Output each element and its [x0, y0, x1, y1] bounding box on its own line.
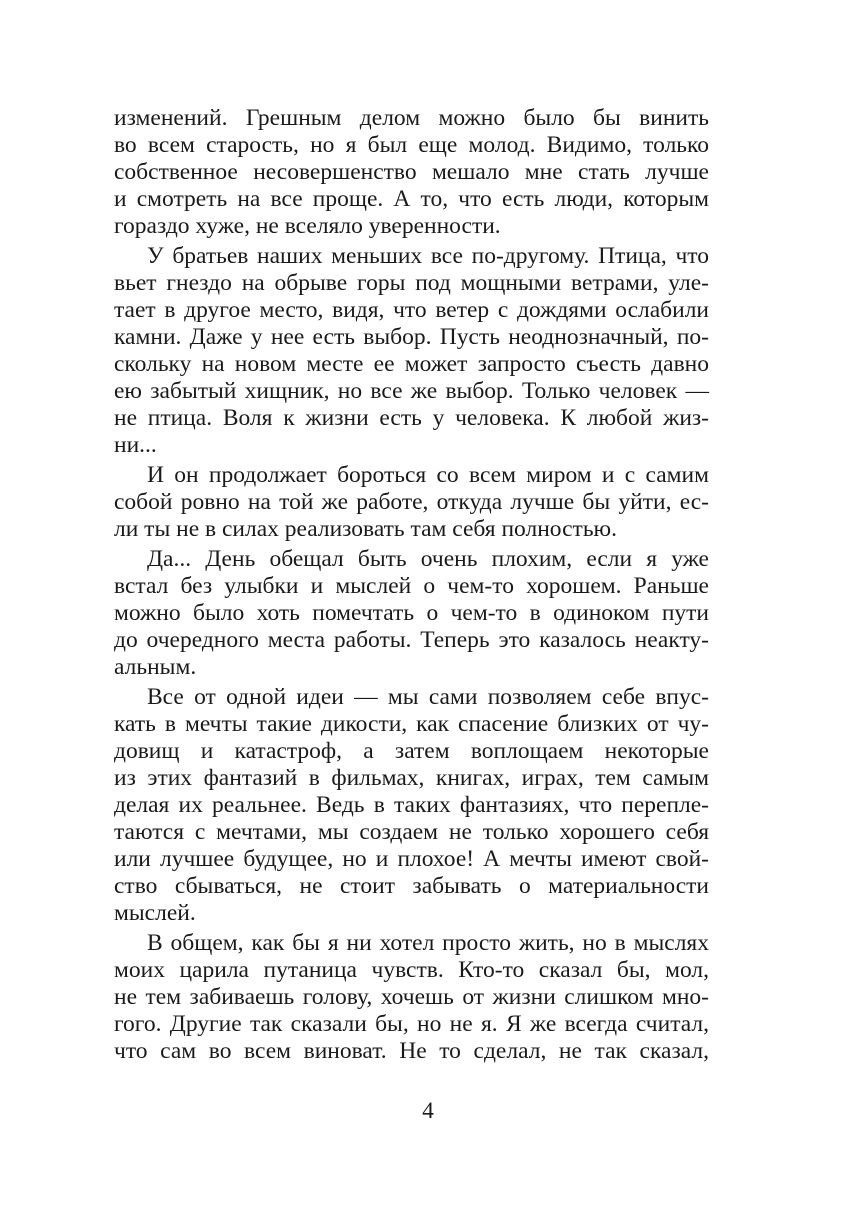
text-line: камни. Даже у нее есть выбор. Пусть неоднозначный, по- [114, 324, 709, 350]
paragraph [114, 546, 709, 681]
page-body [114, 105, 709, 1068]
paragraph [114, 462, 709, 543]
text-line: таются с мечтами, мы создаем не только хорошего себя [114, 819, 709, 845]
text-line: изменений. Грешным делом можно было бы винить [114, 105, 709, 131]
text-line: во всем старость, но я был еще молод. Видимо, только [114, 132, 709, 158]
text-line: И он продолжает бороться со всем миром и с самим [147, 462, 709, 488]
text-line: ни... [114, 432, 157, 458]
text-line: и смотреть на все проще. А то, что есть люди, которым [114, 186, 709, 212]
text-line: У братьев наших меньших все по-другому. Птица, что [147, 243, 709, 269]
paragraph [114, 684, 709, 927]
text-line: встал без улыбки и мыслей о чем-то хорошем. Раньше [114, 573, 709, 599]
text-line: тает в другое место, видя, что ветер с дождями ослабили [114, 297, 709, 323]
text-line: вьет гнездо на обрыве горы под мощными ветрами, уле- [114, 270, 709, 296]
text-line: мыслей. [114, 900, 196, 926]
text-line: довищ и катастроф, а затем воплощаем некоторые [114, 738, 709, 764]
text-line: кать в мечты такие дикости, как спасение близких от чу- [114, 711, 709, 737]
text-line: собой ровно на той же работе, откуда лучше бы уйти, ес- [114, 489, 709, 515]
text-line: ство сбываться, не стоит забывать о материальности [114, 873, 709, 899]
text-line: что сам во всем виноват. Не то сделал, не так сказал, [114, 1038, 709, 1064]
page-number: 4 [422, 1098, 434, 1124]
text-line: собственное несовершенство мешало мне стать лучше [114, 159, 709, 185]
text-line: не птица. Воля к жизни есть у человека. К любой жиз- [114, 405, 709, 431]
text-line: гого. Другие так сказали бы, но не я. Я же всегда считал, [114, 1011, 709, 1037]
text-line: В общем, как бы я ни хотел просто жить, но в мыслях [147, 930, 709, 956]
text-line: из этих фантазий в фильмах, книгах, играх, тем самым [114, 765, 709, 791]
paragraph [114, 243, 709, 459]
text-line: можно было хоть помечтать о чем-то в одиноком пути [114, 600, 709, 626]
text-line: скольку на новом месте ее может запросто съесть давно [114, 351, 709, 377]
text-line: ли ты не в силах реализовать там себя полностью. [114, 516, 617, 542]
text-line: до очередного места работы. Теперь это казалось неакту- [114, 627, 709, 653]
text-line: гораздо хуже, не вселяло уверенности. [114, 213, 501, 239]
text-line: моих царила путаница чувств. Кто-то сказал бы, мол, [114, 957, 709, 983]
text-line: Все от одной идеи — мы сами позволяем себе впус- [147, 684, 709, 710]
text-line: Да... День обещал быть очень плохим, если я уже [147, 546, 709, 572]
paragraph [114, 105, 709, 240]
text-line: не тем забиваешь голову, хочешь от жизни слишком мно- [114, 984, 709, 1010]
paragraph [114, 930, 709, 1065]
text-line: делая их реальнее. Ведь в таких фантазиях, что перепле- [114, 792, 709, 818]
text-line: альным. [114, 654, 197, 680]
text-line: или лучшее будущее, но и плохое! А мечты имеют свой- [114, 846, 709, 872]
text-line: ею забытый хищник, но все же выбор. Только человек — [114, 378, 709, 404]
